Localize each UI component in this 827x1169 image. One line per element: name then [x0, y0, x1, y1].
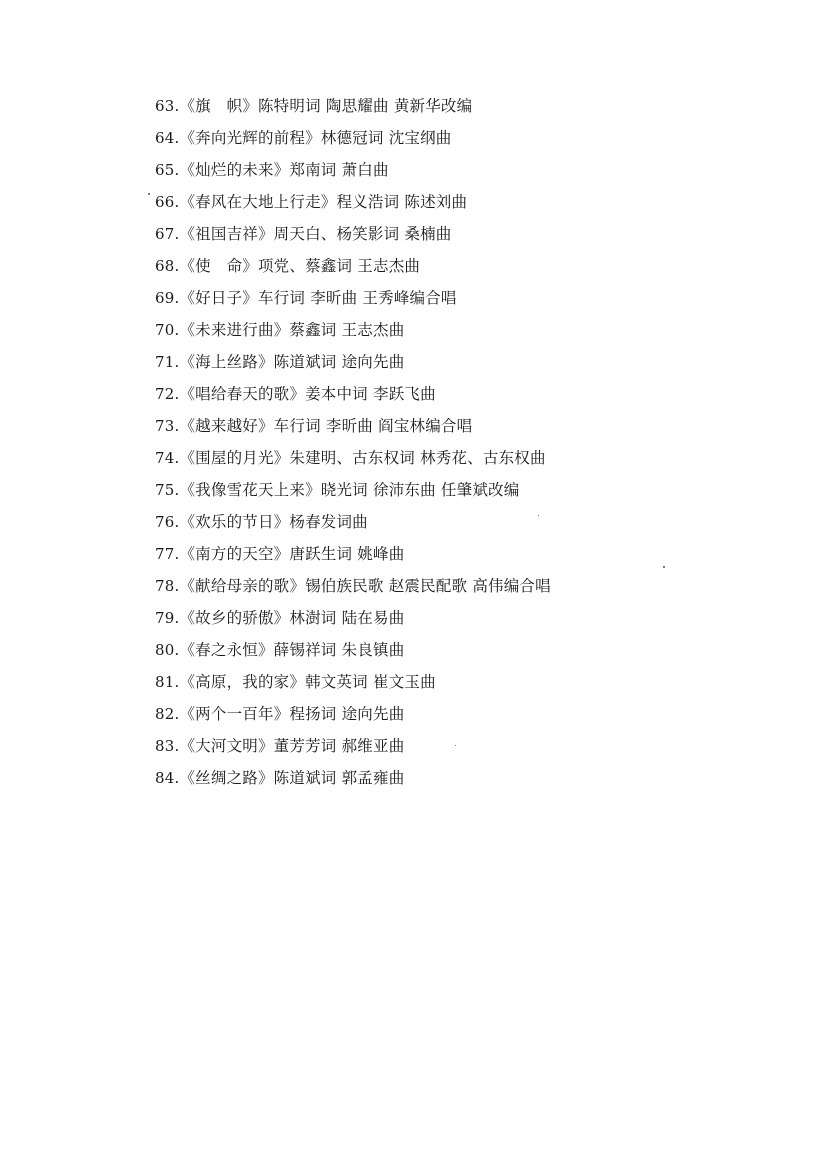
song-title-credits: 《未来进行曲》蔡鑫词 王志杰曲: [179, 321, 405, 339]
scan-speck: [538, 515, 539, 516]
song-entry: [155, 542, 795, 574]
song-number: 67.: [155, 225, 180, 243]
song-number: 64.: [155, 129, 180, 147]
song-number: 65.: [155, 161, 180, 179]
song-number: 72.: [155, 385, 180, 403]
song-title-credits: 《大河文明》董芳芳词 郝维亚曲: [179, 737, 405, 755]
song-number: 83.: [155, 737, 180, 755]
song-entry: [155, 286, 795, 318]
song-title-credits: 《丝绸之路》陈道斌词 郭孟雍曲: [179, 769, 405, 787]
song-title-credits: 《春之永恒》薛锡祥词 朱良镇曲: [179, 641, 405, 659]
song-entry: [155, 414, 795, 446]
song-number: 69.: [155, 289, 180, 307]
scan-speck: [455, 745, 456, 746]
song-number: 70.: [155, 321, 180, 339]
song-title-credits: 《旗 帜》陈特明词 陶思耀曲 黄新华改编: [179, 97, 473, 115]
song-number: 66.: [155, 193, 180, 211]
scan-speck: [663, 566, 665, 568]
song-title-credits: 《南方的天空》唐跃生词 姚峰曲: [179, 545, 405, 563]
song-entry: [155, 350, 795, 382]
song-entry: [155, 382, 795, 414]
song-entry: [155, 606, 795, 638]
song-number: 71.: [155, 353, 180, 371]
song-number: 73.: [155, 417, 180, 435]
song-entry: [155, 734, 795, 766]
song-number: 78.: [155, 577, 180, 595]
song-entry: [155, 126, 795, 158]
song-number: 80.: [155, 641, 180, 659]
song-entry: [155, 670, 795, 702]
song-title-credits: 《唱给春天的歌》姜本中词 李跃飞曲: [179, 385, 436, 403]
song-list: [155, 94, 795, 798]
song-entry: [155, 190, 795, 222]
song-title-credits: 《奔向光辉的前程》林德冠词 沈宝纲曲: [179, 129, 452, 147]
scan-speck: [148, 193, 150, 195]
song-title-credits: 《海上丝路》陈道斌词 途向先曲: [179, 353, 405, 371]
song-number: 77.: [155, 545, 180, 563]
song-title-credits: 《故乡的骄傲》林澍词 陆在易曲: [179, 609, 405, 627]
song-title-credits: 《好日子》车行词 李昕曲 王秀峰编合唱: [179, 289, 457, 307]
song-number: 84.: [155, 769, 180, 787]
song-number: 68.: [155, 257, 180, 275]
song-entry: [155, 254, 795, 286]
song-title-credits: 《欢乐的节日》杨春发词曲: [179, 513, 368, 531]
song-entry: [155, 446, 795, 478]
song-title-credits: 《两个一百年》程扬词 途向先曲: [179, 705, 405, 723]
song-title-credits: 《祖国吉祥》周天白、杨笑影词 桑楠曲: [179, 225, 452, 243]
song-number: 75.: [155, 481, 180, 499]
song-title-credits: 《我像雪花天上来》晓光词 徐沛东曲 任肇斌改编: [179, 481, 520, 499]
song-number: 81.: [155, 673, 180, 691]
song-entry: [155, 574, 795, 606]
song-entry: [155, 158, 795, 190]
song-title-credits: 《灿烂的未来》郑南词 萧白曲: [179, 161, 389, 179]
song-number: 76.: [155, 513, 180, 531]
song-title-credits: 《春风在大地上行走》程义浩词 陈述刘曲: [179, 193, 468, 211]
song-entry: [155, 94, 795, 126]
song-title-credits: 《使 命》项党、蔡鑫词 王志杰曲: [179, 257, 421, 275]
song-title-credits: 《献给母亲的歌》锡伯族民歌 赵震民配歌 高伟编合唱: [179, 577, 551, 595]
song-entry: [155, 318, 795, 350]
song-entry: [155, 766, 795, 798]
song-entry: [155, 510, 795, 542]
song-title-credits: 《围屋的月光》朱建明、古东权词 林秀花、古东权曲: [179, 449, 546, 467]
song-number: 79.: [155, 609, 180, 627]
song-number: 74.: [155, 449, 180, 467]
song-entry: [155, 702, 795, 734]
song-entry: [155, 638, 795, 670]
song-entry: [155, 222, 795, 254]
song-entry: [155, 478, 795, 510]
song-title-credits: 《越来越好》车行词 李昕曲 阎宝林编合唱: [179, 417, 473, 435]
song-number: 82.: [155, 705, 180, 723]
song-title-credits: 《高原，我的家》韩文英词 崔文玉曲: [179, 673, 436, 691]
song-number: 63.: [155, 97, 180, 115]
